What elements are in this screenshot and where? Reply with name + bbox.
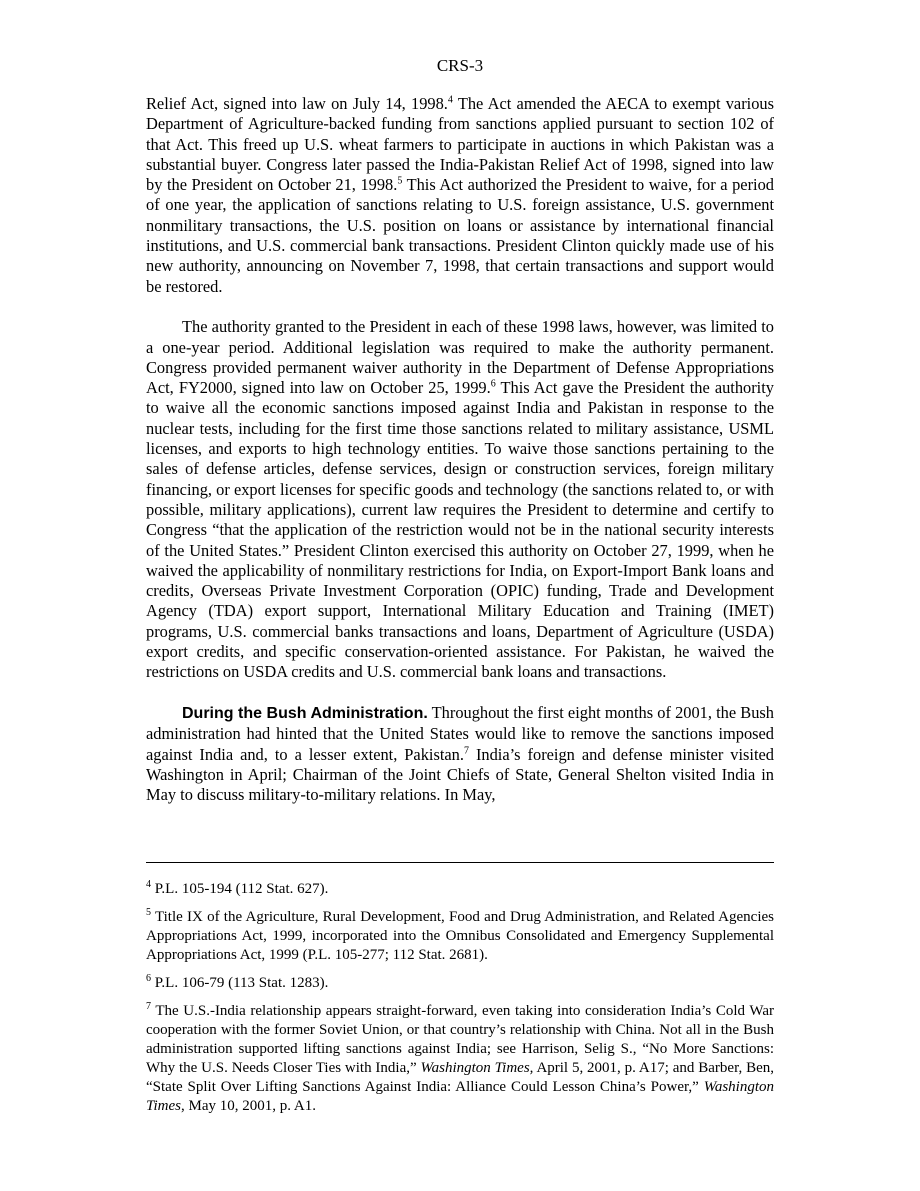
p1-text-c: This Act authorized the President to waive, for a period of one year, the application of sanctions relating to U.S. foreign assistance, U.S. government nonmilitary transactions, the U.S. position on loans or assistance by international financial institutions, and U.S. commercial bank transactions. President Clinton quickly made use of his new authority, announcing on November 7, 1998, that certain transactions and support would be restored. <box>146 175 774 296</box>
p2-text-b: This Act gave the President the authority to waive all the economic sanctions imposed against India and Pakistan in response to the nuclear tests, including for the first time those sanctions related to military assistance, USML licenses, and exports to high technology entities. To waive those sanctions pertaining to the sales of defense articles, defense services, design or construction services, foreign military financing, or export licenses for specific goods and technology (the sanctions related to, or with possible, military applications), current law requires the President to determine and certify to Congress “that the application of the restriction would not be in the national security interests of the United States.” President Clinton exercised this authority on October 27, 1999, when he waived the applicability of nonmilitary restrictions for India, on Export-Import Bank loans and credits, Overseas Private Investment Corporation (OPIC) funding, Trade and Development Agency (TDA) export support, International Military Education and Training (IMET) programs, U.S. commercial banks transactions and loans, Department of Agriculture (USDA) export credits, and specific conservation-oriented assistance. For Pakistan, he waived the restrictions on USDA credits and U.S. commercial bank loans and transactions. <box>146 378 774 682</box>
footnotes <box>146 880 774 1125</box>
p1-text-b: The Act amended the AECA to exempt various Department of Agriculture-backed funding from sanctions applied pursuant to section 102 of that Act. This freed up U.S. wheat farmers to participate in auctions in which Pakistan was a substantial buyer. Congress later passed the India-Pakistan Relief Act of 1998, signed into law by the President on October 21, 1998. <box>146 94 774 195</box>
footnote-4 <box>146 880 774 899</box>
footnote-text: Title IX of the Agriculture, Rural Development, Food and Drug Administration, and Related Agencies Appropriations Act, 1999, incorporated into the Omnibus Consolidated and Emergency Supplemental Appropriations Act, 1999 (P.L. 105-277; 112 Stat. 2681). <box>146 909 774 963</box>
p1-text-a: Relief Act, signed into law on July 14, 1998. <box>146 94 448 113</box>
paragraph-3 <box>146 703 774 805</box>
section-heading: During the Bush Administration. <box>182 704 428 722</box>
paragraph-1 <box>146 94 774 297</box>
publication-title: Washington Times <box>146 1079 774 1114</box>
footnote-number: 6 <box>146 973 151 984</box>
footnote-text: April 5, 2001, p. A17; and Barber, Ben, “State Split Over Lifting Sanctions Against India: Alliance Could Lesson China’s Power,” <box>146 1060 774 1095</box>
footnote-number: 5 <box>146 907 151 918</box>
footnote-number: 7 <box>146 1001 151 1012</box>
paragraph-2 <box>146 317 774 682</box>
footnote-text: The U.S.-India relationship appears straight-forward, even taking into consideration India’s Cold War cooperation with the former Soviet Union, or that country’s relationship with China. Not all in the Bush administration supported lifting sanctions against India; see Harrison, Selig S., “No More Sanctions: Why the U.S. Needs Closer Ties with India,” <box>146 1003 774 1076</box>
footnote-ref-4[interactable]: 4 <box>447 94 453 106</box>
footnote-text: P.L. 105-194 (112 Stat. 627). <box>151 881 329 897</box>
page-number: CRS-3 <box>436 56 484 75</box>
publication-title: Washington Times, <box>420 1060 534 1076</box>
footnote-text: P.L. 106-79 (113 Stat. 1283). <box>151 975 329 991</box>
footnote-6 <box>146 974 774 993</box>
footnote-divider <box>146 862 774 863</box>
footnote-number: 4 <box>146 879 151 890</box>
footnote-7 <box>146 1002 774 1116</box>
p2-text-a: The authority granted to the President in each of these 1998 laws, however, was limited to a one-year period. Additional legislation was required to make the authority permanent. Congress provided permanent waiver authority in the Department of Defense Appropriations Act, FY2000, signed into law on October 25, 1999. <box>146 317 774 398</box>
footnote-ref-6[interactable]: 6 <box>490 378 496 390</box>
p3-text-a: Throughout the first eight months of 2001, the Bush administration had hinted that the United States would like to remove the sanctions imposed against India and, to a lesser extent, Pakistan. <box>146 702 775 764</box>
p3-text-b: India’s foreign and defense minister visited Washington in April; Chairman of the Joint Chiefs of State, General Shelton visited India in May to discuss military-to-military relations. In May, <box>146 744 774 805</box>
footnote-text: , May 10, 2001, p. A1. <box>181 1098 317 1114</box>
body-text <box>146 94 774 805</box>
footnote-5 <box>146 908 774 965</box>
footnote-ref-5[interactable]: 5 <box>397 175 403 187</box>
footnote-ref-7[interactable]: 7 <box>463 745 469 757</box>
